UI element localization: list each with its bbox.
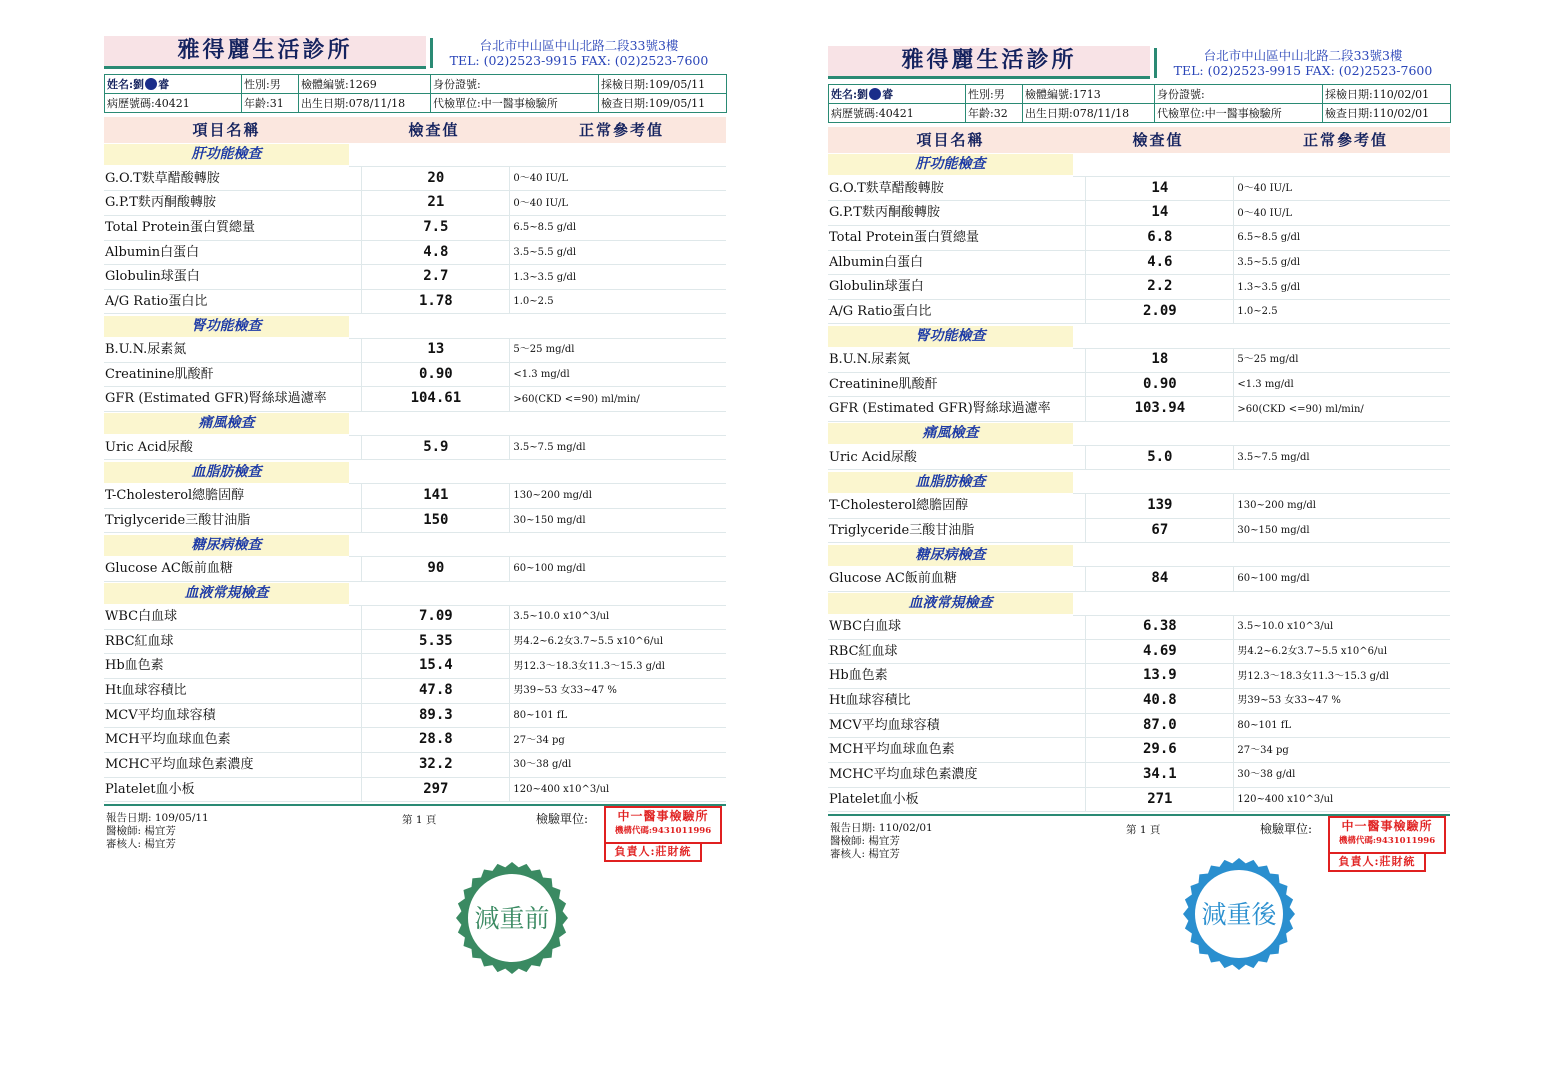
- report-date: 報告日期: 110/02/01: [830, 822, 933, 835]
- test-name: B.U.N.尿素氮: [828, 348, 1086, 372]
- table-row: [828, 714, 1450, 739]
- test-value: 6.38: [1086, 615, 1234, 639]
- table-row: [104, 509, 726, 534]
- test-value: 47.8: [362, 679, 510, 703]
- seal-text: 減重前: [474, 904, 550, 933]
- test-reference: 3.5~7.5 mg/dl: [1237, 452, 1310, 463]
- test-value: 150: [362, 509, 510, 533]
- table-row: [828, 567, 1450, 592]
- test-value: 0.90: [1086, 373, 1234, 397]
- section-header: [104, 533, 726, 557]
- section-title: 痛風檢查: [828, 423, 1073, 444]
- test-name: MCHC平均血球色素濃度: [104, 753, 362, 777]
- seal-text: 減重後: [1201, 900, 1277, 929]
- test-reference: 60~100 mg/dl: [513, 563, 586, 575]
- test-name: MCH平均血球血色素: [104, 728, 362, 752]
- lab-stamp: [604, 806, 722, 860]
- testing-agency: 代檢單位:中一醫事檢驗所: [431, 94, 599, 113]
- test-reference: >60(CKD <=90) ml/min/: [513, 393, 640, 405]
- test-reference: 5～25 mg/dl: [1237, 354, 1299, 366]
- test-value: 4.6: [1086, 251, 1234, 275]
- test-value: 67: [1086, 519, 1234, 543]
- section-header: [104, 460, 726, 484]
- test-name: Creatinine肌酸酐: [828, 373, 1086, 397]
- test-value: 4.69: [1086, 640, 1234, 664]
- test-reference: 3.5~7.5 mg/dl: [513, 442, 586, 453]
- table-row: [104, 265, 726, 290]
- table-row: [828, 373, 1450, 398]
- test-reference: >60(CKD <=90) ml/min/: [1237, 403, 1364, 415]
- section-title: 肝功能檢查: [104, 144, 349, 165]
- patient-name: [105, 75, 242, 94]
- test-value: 21: [362, 191, 510, 215]
- test-value: 139: [1086, 494, 1234, 518]
- table-row: [104, 753, 726, 778]
- test-reference: 男39~53 女33~47 %: [1237, 695, 1341, 707]
- test-value: 89.3: [362, 704, 510, 728]
- test-reference: 27～34 pg: [1237, 744, 1289, 756]
- table-row: [104, 728, 726, 753]
- redaction-dot-icon: [869, 88, 881, 100]
- test-reference: 130~200 mg/dl: [513, 490, 592, 502]
- test-name: Globulin球蛋白: [828, 275, 1086, 299]
- section-title: 血脂肪檢查: [828, 472, 1073, 493]
- test-reference: 1.0~2.5: [1237, 306, 1278, 318]
- patient-info-table: [828, 84, 1451, 123]
- table-row: [104, 484, 726, 509]
- table-row: [828, 763, 1450, 788]
- patient-name-prefix: 姓名:劉: [831, 88, 869, 101]
- table-row: [828, 397, 1450, 422]
- test-name: Uric Acid尿酸: [104, 436, 362, 460]
- section-title: 腎功能檢查: [104, 316, 349, 337]
- test-value: 18: [1086, 348, 1234, 372]
- test-value: 6.8: [1086, 226, 1234, 250]
- section-filler: [1073, 422, 1450, 447]
- test-name: G.O.T麩草醋酸轉胺: [828, 177, 1086, 201]
- test-value: 271: [1086, 788, 1234, 812]
- test-name: Ht血球容積比: [828, 689, 1086, 713]
- section-title: 痛風檢查: [104, 413, 349, 434]
- section-header: [828, 153, 1450, 177]
- test-name: Hb血色素: [104, 654, 362, 678]
- test-reference: 1.3~3.5 g/dl: [513, 271, 577, 283]
- table-row: [828, 446, 1450, 471]
- test-reference: 1.3~3.5 g/dl: [1237, 281, 1301, 293]
- test-value: 104.61: [362, 387, 510, 411]
- test-name: RBC紅血球: [828, 640, 1086, 664]
- test-reference: 男4.2~6.2女3.7~5.5 x10^6/ul: [513, 636, 664, 648]
- test-name: Glucose AC飯前血糖: [828, 567, 1086, 591]
- test-name: WBC白血球: [104, 605, 362, 629]
- test-value: 34.1: [1086, 763, 1234, 787]
- testing-unit-label: 檢驗單位:: [1260, 822, 1313, 837]
- after-weight-loss-seal: [1181, 856, 1297, 972]
- report-before: [104, 36, 726, 868]
- test-name: MCH平均血球血色素: [828, 738, 1086, 762]
- reviewer: 審核人: 楊宜芳: [106, 838, 176, 851]
- table-row: [828, 519, 1450, 544]
- id-number: 身份證號:: [1155, 85, 1323, 104]
- section-title: 血液常規檢查: [104, 583, 349, 604]
- test-reference: 1.0~2.5: [513, 296, 554, 308]
- patient-info-table: [104, 74, 727, 113]
- table-row: [828, 226, 1450, 251]
- report-date: 報告日期: 109/05/11: [106, 812, 209, 825]
- test-value: 1.78: [362, 290, 510, 314]
- report-footer: [104, 804, 726, 868]
- test-name: Triglyceride三酸甘油脂: [104, 509, 362, 533]
- test-reference: 6.5~8.5 g/dl: [1237, 232, 1301, 244]
- lab-stamp-owner: 負責人:莊財統: [1328, 854, 1426, 872]
- table-row: [828, 664, 1450, 689]
- section-filler: [349, 460, 726, 485]
- test-reference: 3.5~5.5 g/dl: [513, 246, 577, 258]
- test-value: 87.0: [1086, 714, 1234, 738]
- test-name: Albumin白蛋白: [104, 241, 362, 265]
- seal-graphic: [1181, 856, 1297, 972]
- test-reference: 27～34 pg: [513, 734, 565, 746]
- test-value: 13.9: [1086, 664, 1234, 688]
- lab-stamp-owner: 負責人:莊財統: [604, 844, 702, 862]
- table-row: [828, 494, 1450, 519]
- test-reference: 0～40 IU/L: [513, 197, 569, 209]
- table-row: [104, 363, 726, 388]
- results-list: [828, 153, 1450, 812]
- section-header: [828, 422, 1450, 446]
- test-reference: 3.5~10.0 x10^3/ul: [513, 611, 610, 623]
- lab-stamp-box: [1328, 816, 1446, 854]
- patient-name: [829, 85, 966, 104]
- before-weight-loss-seal: [454, 860, 570, 976]
- test-name: Albumin白蛋白: [828, 251, 1086, 275]
- test-value: 32.2: [362, 753, 510, 777]
- test-name: A/G Ratio蛋白比: [104, 290, 362, 314]
- results-list: [104, 143, 726, 802]
- specimen-number: 檢體編號:1713: [1023, 85, 1155, 104]
- report-header: [828, 46, 1450, 84]
- test-value: 20: [362, 167, 510, 191]
- examiner: 醫檢師: 楊宜芳: [106, 825, 176, 838]
- report-after: [828, 46, 1450, 878]
- page-number: 第 1 頁: [1126, 824, 1161, 837]
- test-reference: 男39~53 女33~47 %: [513, 685, 617, 697]
- test-value: 0.90: [362, 363, 510, 387]
- table-row: [104, 167, 726, 192]
- sample-date: 採檢日期:110/02/01: [1323, 85, 1451, 104]
- table-row: [104, 630, 726, 655]
- column-header: [828, 127, 1450, 153]
- clinic-name: 雅得麗生活診所: [104, 36, 426, 69]
- test-reference: 30～38 g/dl: [1237, 769, 1296, 781]
- test-value: 29.6: [1086, 738, 1234, 762]
- clinic-contact: TEL: (02)2523-9915 FAX: (02)2523-7600: [1173, 63, 1433, 78]
- record-number: 病歷號碼:40421: [829, 104, 966, 123]
- test-name: G.P.T麩丙酮酸轉胺: [828, 201, 1086, 225]
- test-value: 5.35: [362, 630, 510, 654]
- clinic-contact: TEL: (02)2523-9915 FAX: (02)2523-7600: [449, 53, 709, 68]
- table-row: [828, 275, 1450, 300]
- table-row: [828, 177, 1450, 202]
- test-name: Platelet血小板: [828, 788, 1086, 812]
- table-row: [828, 640, 1450, 665]
- test-name: Platelet血小板: [104, 778, 362, 802]
- section-header: [828, 543, 1450, 567]
- id-number: 身份證號:: [431, 75, 599, 94]
- test-value: 141: [362, 484, 510, 508]
- reviewer: 審核人: 楊宜芳: [830, 848, 900, 861]
- test-value: 2.09: [1086, 300, 1234, 324]
- patient-name-suffix: 睿: [882, 88, 894, 101]
- column-header: [104, 117, 726, 143]
- lab-stamp-box: [604, 806, 722, 844]
- test-reference: 80~101 fL: [1237, 720, 1292, 732]
- test-name: T-Cholesterol總膽固醇: [828, 494, 1086, 518]
- table-row: [828, 348, 1450, 373]
- test-value: 28.8: [362, 728, 510, 752]
- section-filler: [349, 143, 726, 168]
- section-filler: [1073, 591, 1450, 616]
- section-filler: [349, 412, 726, 437]
- test-name: MCHC平均血球色素濃度: [828, 763, 1086, 787]
- clinic-name: 雅得麗生活診所: [828, 46, 1150, 79]
- test-reference: 男12.3～18.3女11.3～15.3 g/dl: [1237, 670, 1389, 682]
- section-title: 腎功能檢查: [828, 326, 1073, 347]
- table-row: [104, 387, 726, 412]
- test-reference: 30~150 mg/dl: [1237, 524, 1310, 536]
- test-reference: <1.3 mg/dl: [1237, 379, 1294, 391]
- test-name: Globulin球蛋白: [104, 265, 362, 289]
- patient-name-prefix: 姓名:劉: [107, 78, 145, 91]
- report-signers: [106, 812, 209, 851]
- specimen-number: 檢體編號:1269: [299, 75, 431, 94]
- seal-graphic: [454, 860, 570, 976]
- test-reference: 0～40 IU/L: [513, 172, 569, 184]
- patient-sex: 性別:男: [966, 85, 1023, 104]
- table-row: [104, 338, 726, 363]
- clinic-address: 台北市中山區中山北路二段33號3樓: [479, 38, 679, 53]
- table-row: [104, 704, 726, 729]
- test-reference: 3.5~10.0 x10^3/ul: [1237, 621, 1334, 633]
- examiner: 醫檢師: 楊宜芳: [830, 835, 900, 848]
- test-name: G.O.T麩草醋酸轉胺: [104, 167, 362, 191]
- test-value: 297: [362, 778, 510, 802]
- test-name: Creatinine肌酸酐: [104, 363, 362, 387]
- section-title: 血液常規檢查: [828, 593, 1073, 614]
- test-value: 90: [362, 557, 510, 581]
- test-name: WBC白血球: [828, 615, 1086, 639]
- section-filler: [1073, 543, 1450, 568]
- test-value: 14: [1086, 177, 1234, 201]
- redaction-dot-icon: [145, 78, 157, 90]
- section-filler: [1073, 324, 1450, 349]
- test-name: G.P.T麩丙酮酸轉胺: [104, 191, 362, 215]
- table-row: [104, 605, 726, 630]
- test-reference: <1.3 mg/dl: [513, 369, 570, 381]
- column-value: 檢查值: [1132, 131, 1184, 149]
- column-item-name: 項目名稱: [192, 121, 261, 139]
- clinic-address: 台北市中山區中山北路二段33號3樓: [1203, 48, 1403, 63]
- section-header: [104, 143, 726, 167]
- test-value: 7.5: [362, 216, 510, 240]
- test-value: 40.8: [1086, 689, 1234, 713]
- patient-age: 年齡:31: [242, 94, 299, 113]
- test-name: GFR (Estimated GFR)腎絲球過濾率: [828, 397, 1086, 421]
- lab-stamp-name: 中一醫事檢驗所: [1341, 819, 1433, 834]
- report-signers: [830, 822, 933, 861]
- section-header: [828, 470, 1450, 494]
- table-row: [828, 201, 1450, 226]
- test-value: 13: [362, 338, 510, 362]
- clinic-address-block: [430, 38, 725, 68]
- section-header: [828, 324, 1450, 348]
- table-row: [828, 615, 1450, 640]
- test-name: Ht血球容積比: [104, 679, 362, 703]
- section-title: 糖尿病檢查: [104, 535, 349, 556]
- report-header: [104, 36, 726, 74]
- section-header: [828, 592, 1450, 616]
- page-number: 第 1 頁: [402, 814, 437, 827]
- table-row: [104, 436, 726, 461]
- test-value: 103.94: [1086, 397, 1234, 421]
- lab-stamp: [1328, 816, 1446, 870]
- test-name: B.U.N.尿素氮: [104, 338, 362, 362]
- test-reference: 120~400 x10^3/ul: [1237, 793, 1334, 805]
- test-reference: 80~101 fL: [513, 710, 568, 722]
- test-name: Glucose AC飯前血糖: [104, 557, 362, 581]
- table-row: [104, 679, 726, 704]
- test-reference: 30~150 mg/dl: [513, 514, 586, 526]
- patient-sex: 性別:男: [242, 75, 299, 94]
- table-row: [828, 788, 1450, 813]
- check-date: 檢查日期:110/02/01: [1323, 104, 1451, 123]
- test-value: 4.8: [362, 241, 510, 265]
- test-reference: 3.5~5.5 g/dl: [1237, 256, 1301, 268]
- test-reference: 30～38 g/dl: [513, 759, 572, 771]
- test-value: 2.2: [1086, 275, 1234, 299]
- testing-unit-label: 檢驗單位:: [536, 812, 589, 827]
- table-row: [828, 251, 1450, 276]
- section-header: [104, 314, 726, 338]
- test-reference: 0～40 IU/L: [1237, 207, 1293, 219]
- test-name: GFR (Estimated GFR)腎絲球過濾率: [104, 387, 362, 411]
- section-title: 血脂肪檢查: [104, 462, 349, 483]
- column-reference: 正常參考值: [578, 121, 664, 139]
- check-date: 檢查日期:109/05/11: [599, 94, 727, 113]
- section-filler: [1073, 470, 1450, 495]
- section-title: 糖尿病檢查: [828, 545, 1073, 566]
- test-reference: 130~200 mg/dl: [1237, 500, 1316, 512]
- table-row: [104, 290, 726, 315]
- test-reference: 5～25 mg/dl: [513, 344, 575, 356]
- table-row: [104, 557, 726, 582]
- table-row: [828, 300, 1450, 325]
- table-row: [104, 191, 726, 216]
- section-filler: [1073, 153, 1450, 178]
- lab-stamp-code: 機構代碼:9431011996: [1338, 836, 1436, 847]
- test-reference: 0～40 IU/L: [1237, 182, 1293, 194]
- column-reference: 正常參考值: [1302, 131, 1388, 149]
- test-name: Uric Acid尿酸: [828, 446, 1086, 470]
- table-row: [104, 654, 726, 679]
- test-name: Triglyceride三酸甘油脂: [828, 519, 1086, 543]
- lab-stamp-code: 機構代碼:9431011996: [614, 826, 712, 837]
- test-value: 7.09: [362, 605, 510, 629]
- column-item-name: 項目名稱: [916, 131, 985, 149]
- record-number: 病歷號碼:40421: [105, 94, 242, 113]
- test-reference: 6.5~8.5 g/dl: [513, 222, 577, 234]
- lab-stamp-name: 中一醫事檢驗所: [617, 809, 709, 824]
- birth-date: 出生日期:078/11/18: [299, 94, 431, 113]
- section-title: 肝功能檢查: [828, 154, 1073, 175]
- section-filler: [349, 581, 726, 606]
- test-name: Hb血色素: [828, 664, 1086, 688]
- birth-date: 出生日期:078/11/18: [1023, 104, 1155, 123]
- test-reference: 120~400 x10^3/ul: [513, 783, 610, 795]
- table-row: [104, 778, 726, 803]
- test-value: 5.9: [362, 436, 510, 460]
- test-value: 84: [1086, 567, 1234, 591]
- column-value: 檢查值: [408, 121, 460, 139]
- test-value: 14: [1086, 201, 1234, 225]
- section-filler: [349, 533, 726, 558]
- table-row: [104, 241, 726, 266]
- test-name: Total Protein蛋白質總量: [828, 226, 1086, 250]
- patient-age: 年齡:32: [966, 104, 1023, 123]
- table-row: [828, 738, 1450, 763]
- test-value: 15.4: [362, 654, 510, 678]
- clinic-address-block: [1154, 48, 1449, 78]
- test-name: MCV平均血球容積: [828, 714, 1086, 738]
- test-value: 5.0: [1086, 446, 1234, 470]
- sample-date: 採檢日期:109/05/11: [599, 75, 727, 94]
- table-row: [104, 216, 726, 241]
- test-name: RBC紅血球: [104, 630, 362, 654]
- section-header: [104, 412, 726, 436]
- test-name: Total Protein蛋白質總量: [104, 216, 362, 240]
- report-footer: [828, 814, 1450, 878]
- test-name: MCV平均血球容積: [104, 704, 362, 728]
- section-filler: [349, 314, 726, 339]
- section-header: [104, 582, 726, 606]
- table-row: [828, 689, 1450, 714]
- test-reference: 男4.2~6.2女3.7~5.5 x10^6/ul: [1237, 646, 1388, 658]
- test-reference: 60~100 mg/dl: [1237, 573, 1310, 585]
- patient-name-suffix: 睿: [158, 78, 170, 91]
- testing-agency: 代檢單位:中一醫事檢驗所: [1155, 104, 1323, 123]
- test-reference: 男12.3～18.3女11.3～15.3 g/dl: [513, 660, 665, 672]
- test-name: A/G Ratio蛋白比: [828, 300, 1086, 324]
- test-value: 2.7: [362, 265, 510, 289]
- test-name: T-Cholesterol總膽固醇: [104, 484, 362, 508]
